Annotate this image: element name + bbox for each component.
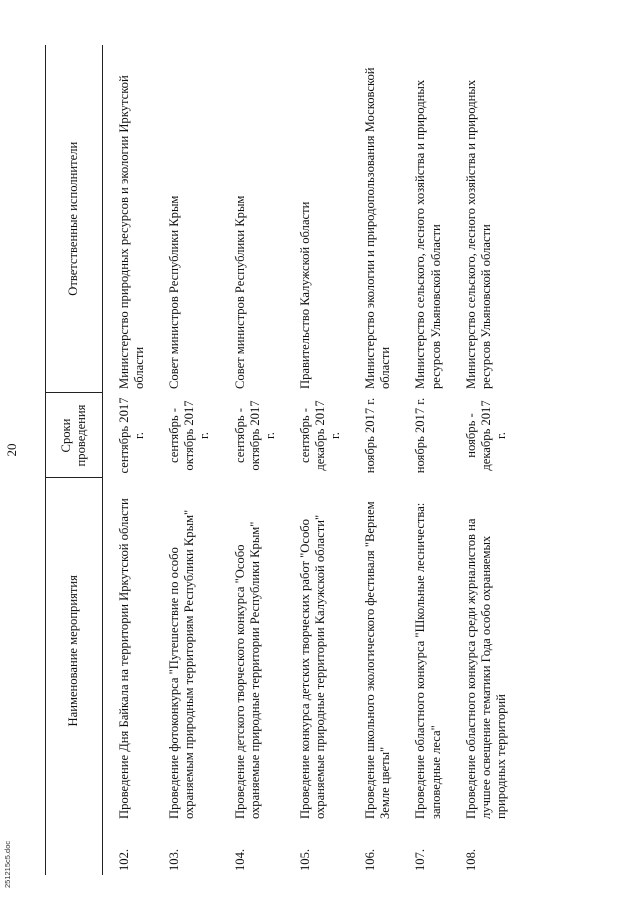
row-number: 104. [232,848,247,871]
header-responsible: Ответственные исполнители [46,45,103,393]
table-row [103,45,154,875]
table-row [450,45,515,875]
row-dates: сентябрь - декабрь 2017 г. [297,400,343,471]
row-responsible: Совет министров Республики Крым [232,195,247,389]
table-row [349,45,399,875]
row-dates: сентябрь - октябрь 2017 г. [167,400,212,471]
table-row [399,45,449,875]
row-dates: сентябрь 2017 г. [117,397,147,474]
row-responsible: Совет министров Республики Крым [167,195,182,389]
row-number: 107. [413,848,428,871]
row-responsible: Министерство природных ресурсов и экологии Иркутской области [117,75,147,389]
row-number: 103. [167,848,182,871]
row-event: Проведение детского творческого конкурса "Особо охраняемые природные территории Республики Крым" [232,521,262,819]
row-responsible: Министерство экологии и природопользования Московской области [363,67,393,389]
row-event: Проведение областного конкурса среди журналистов на лучшее освещение тематики Года особо охраняемых природных территорий [463,518,508,819]
row-number: 106. [363,848,378,871]
row-responsible: Правительство Калужской области [297,201,312,389]
row-event: Проведение фотоконкурса "Путешествие по особо охраняемым природным территориям Республики Крым" [167,509,197,819]
row-event: Проведение школьного экологического фестиваля "Вернем Земле цветы" [363,501,393,819]
row-event: Проведение Дня Байкала на территории Иркутской области [117,498,131,819]
row-dates: ноябрь 2017 г. [413,397,428,474]
table-row [284,45,349,875]
page-number: 20 [4,443,19,457]
table-row [153,45,218,875]
row-event: Проведение конкурса детских творческих работ "Особо охраняемые природные территории Калужской области" [297,514,327,819]
header-event-name: Наименование мероприятия [46,478,103,823]
row-event: Проведение областного конкурса "Школьные лесничества: заповедные леса" [413,502,443,819]
row-number: 102. [117,848,131,871]
row-number: 105. [297,848,312,871]
header-number [46,823,103,875]
row-dates: ноябрь - декабрь 2017 г. [463,400,508,471]
row-dates: сентябрь - октябрь 2017 г. [232,400,277,471]
row-number: 108. [463,848,478,871]
row-dates: ноябрь 2017 г. [363,397,378,474]
file-name-footer: 251215c5.doc [3,840,12,888]
row-responsible: Министерство сельского, лесного хозяйства и природных ресурсов Ульяновской области [413,79,443,389]
header-dates: Сроки проведения [46,393,103,478]
events-table [45,45,515,875]
row-responsible: Министерство сельского, лесного хозяйства и природных ресурсов Ульяновской области [463,79,493,389]
table-header-row [46,45,103,875]
table-row [219,45,284,875]
